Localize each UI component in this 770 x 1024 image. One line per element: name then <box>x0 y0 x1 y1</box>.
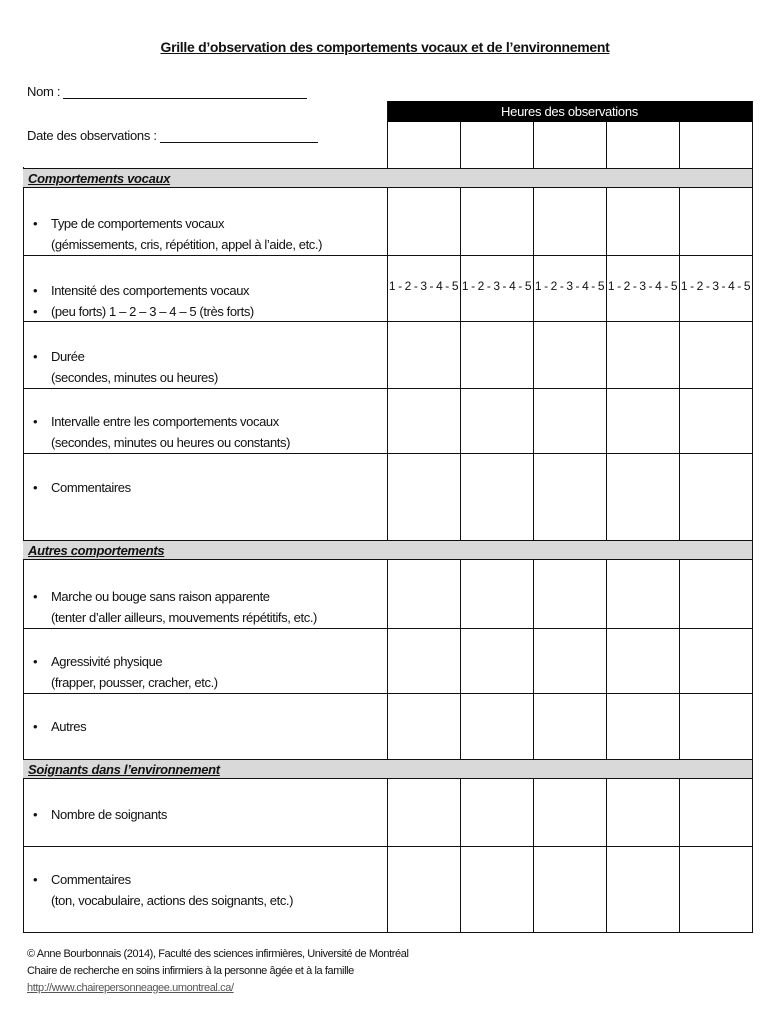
grid-vline <box>752 101 753 933</box>
item-label: Commentaires <box>51 480 131 495</box>
list-item <box>33 586 317 628</box>
name-label: Nom : <box>27 84 61 99</box>
item-label: Marche ou bouge sans raison apparente <box>51 589 270 604</box>
section-heading-vocal: Comportements vocaux <box>23 168 752 188</box>
list-item <box>33 716 86 737</box>
item-label: Intervalle entre les comportements vocaux <box>51 414 279 429</box>
list-item <box>33 804 167 825</box>
item-label: Type de comportements vocaux <box>51 216 225 231</box>
list-item <box>33 869 293 911</box>
grid-vline <box>460 122 461 933</box>
bullet-icon: • <box>33 414 38 429</box>
list-item <box>33 280 254 322</box>
grid-vline <box>606 122 607 933</box>
item-label: Intensité des comportements vocaux <box>51 283 250 298</box>
grid-hline <box>23 255 753 256</box>
document-title: Grille d’observation des comportements vocaux et de l’environnement <box>160 39 610 55</box>
item-detail: (tenter d’aller ailleurs, mouvements répétitifs, etc.) <box>51 610 317 625</box>
section-heading-other: Autres comportements <box>23 540 752 560</box>
item-detail: (secondes, minutes ou heures) <box>51 370 218 385</box>
grid-hline <box>23 846 753 847</box>
bullet-icon: • <box>33 480 38 495</box>
list-item <box>33 346 218 388</box>
footer-copyright: © Anne Bourbonnais (2014), Faculté des sciences infirmières, Université de Montréal <box>27 948 409 960</box>
item-label: Commentaires <box>51 872 131 887</box>
item-detail: (secondes, minutes ou heures ou constants) <box>51 435 291 450</box>
list-item <box>33 411 290 453</box>
item-label: Agressivité physique <box>51 654 163 669</box>
bullet-icon: • <box>33 654 38 669</box>
footer <box>27 946 409 997</box>
bullet-icon: • <box>33 283 38 298</box>
grid-hline <box>23 932 753 933</box>
bullet-icon: • <box>33 216 38 231</box>
list-item <box>33 651 218 693</box>
grid-hline <box>23 453 753 454</box>
item-detail: (ton, vocabulaire, actions des soignants, etc.) <box>51 893 294 908</box>
date-field[interactable] <box>27 128 318 143</box>
grid-hline <box>23 693 753 694</box>
item-label: Autres <box>51 719 87 734</box>
list-item <box>33 213 322 255</box>
intensity-scale[interactable]: 1 - 2 - 3 - 4 - 5 <box>461 279 532 293</box>
intensity-scale[interactable]: 1 - 2 - 3 - 4 - 5 <box>534 279 605 293</box>
grid-vline <box>387 101 388 933</box>
name-blank-line[interactable] <box>63 85 307 99</box>
hours-header: Heures des observations <box>387 101 752 122</box>
intensity-scale[interactable]: 1 - 2 - 3 - 4 - 5 <box>607 279 678 293</box>
section-heading-caregivers: Soignants dans l’environnement <box>23 759 752 779</box>
grid-hline <box>23 388 753 389</box>
grid-vline <box>533 122 534 933</box>
item-detail: (gémissements, cris, répétition, appel à l’aide, etc.) <box>51 237 323 252</box>
bullet-icon: • <box>33 349 38 364</box>
item-detail: (peu forts) 1 – 2 – 3 – 4 – 5 (très forts) <box>51 304 254 319</box>
item-label: Nombre de soignants <box>51 807 167 822</box>
footer-link[interactable]: http://www.chairepersonneagee.umontreal.ca/ <box>27 982 234 994</box>
list-item <box>33 477 131 498</box>
bullet-icon: • <box>33 719 38 734</box>
item-detail: (frapper, pousser, cracher, etc.) <box>51 675 218 690</box>
bullet-icon: • <box>33 589 38 604</box>
bullet-icon: • <box>33 807 38 822</box>
date-blank-line[interactable] <box>160 129 318 143</box>
name-field[interactable] <box>27 84 307 99</box>
grid-hline <box>23 628 753 629</box>
footer-chair: Chaire de recherche en soins infirmiers à la personne âgée et à la famille <box>27 965 354 977</box>
intensity-scale[interactable]: 1 - 2 - 3 - 4 - 5 <box>680 279 751 293</box>
date-label: Date des observations : <box>27 128 157 143</box>
bullet-icon: • <box>33 304 38 319</box>
grid-vline <box>679 122 680 933</box>
bullet-icon: • <box>33 872 38 887</box>
intensity-scale[interactable]: 1 - 2 - 3 - 4 - 5 <box>388 279 459 293</box>
item-label: Durée <box>51 349 85 364</box>
